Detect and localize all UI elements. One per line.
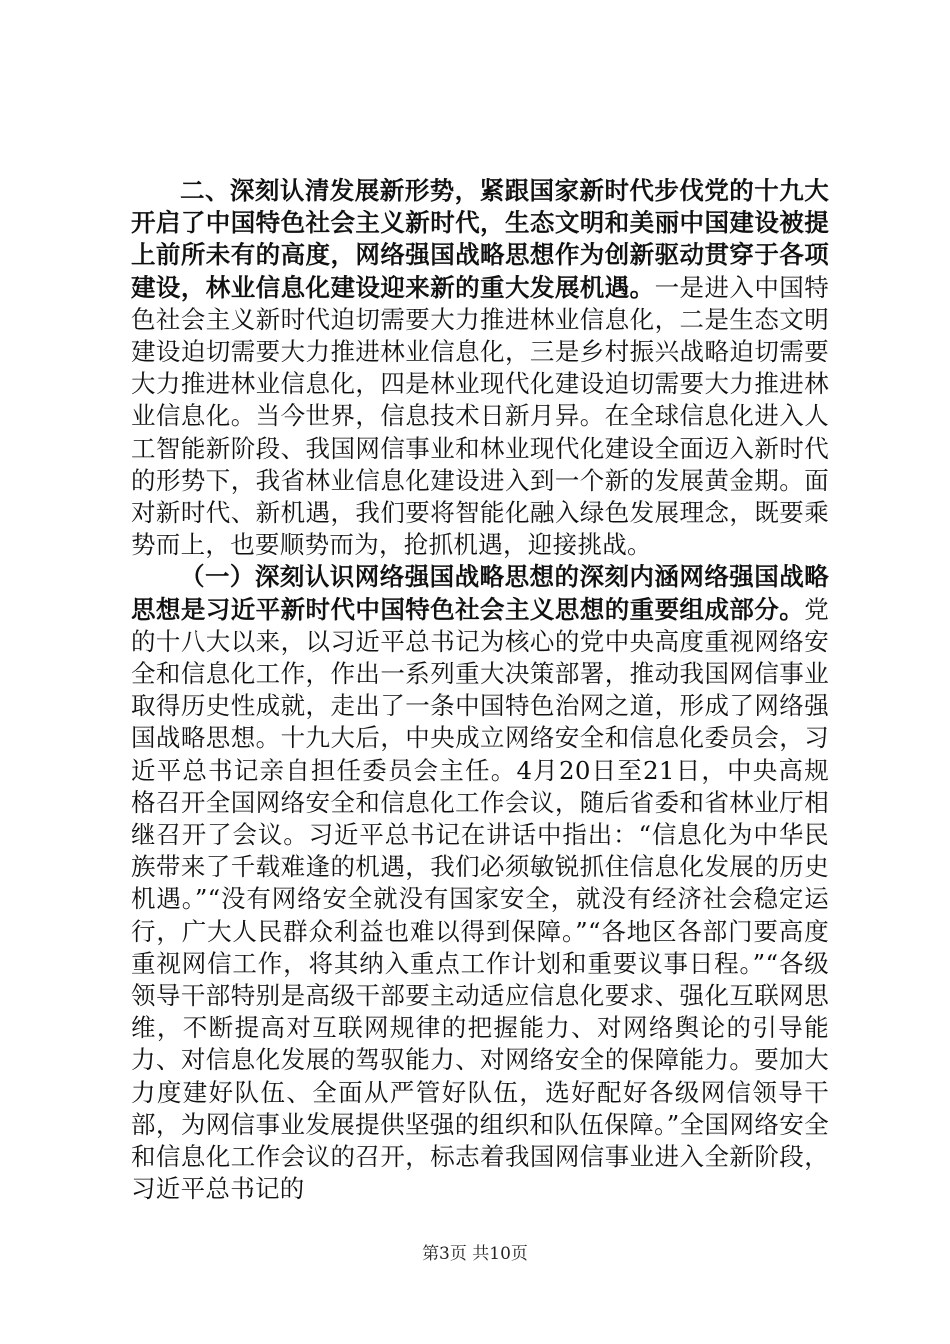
paragraph-heading-bold: （一）深刻认识网络强国战略思想的深刻内涵网络强国战略思想是习近平新时代中国特色社会主义思想的重要组成部分。 [131, 562, 829, 624]
paragraph-section-two [131, 175, 829, 561]
paragraph-text: 党的十八大以来，以习近平总书记为核心的党中央高度重视网络安全和信息化工作，作出一系列重大决策部署，推动我国网信事业取得历史性成就，走出了一条中国特色治网之道，形成了网络强国战略思想。十九大后，中央成立网络安全和信息化委员会，习近平总书记亲自担任委员会主任。4月20日至21日，中央高规格召开全国网络安全和信息化工作会议，随后省委和省林业厅相继召开了会议。习近平总书记在讲话中指出：“信息化为中华民族带来了千载难逢的机遇，我们必须敏锐抓住信息化发展的历史机遇。”“没有网络安全就没有国家安全，就没有经济社会稳定运行，广大人民群众利益也难以得到保障。”“各地区各部门要高度重视网信工作，将其纳入重点工作计划和重要议事日程。”“各级领导干部特别是高级干部要主动适应信息化要求、强化互联网思维，不断提高对互联网规律的把握能力、对网络舆论的引导能力、对信息化发展的驾驭能力、对网络安全的保障能力。要加大力度建好队伍、全面从严管好队伍，选好配好各级网信领导干部，为网信事业发展提供坚强的组织和队伍保障。”全国网络安全和信息化工作会议的召开，标志着我国网信事业进入全新阶段，习近平总书记的 [131, 594, 829, 1204]
document-body [131, 175, 829, 1206]
paragraph-heading-bold: 二、深刻认清发展新形势，紧跟国家新时代步伐党的十九大开启了中国特色社会主义新时代，生态文明和美丽中国建设被提上前所未有的高度，网络强国战略思想作为创新驱动贯穿于各项建设，林业信息化建设迎来新的重大发展机遇。 [131, 176, 829, 302]
page-number-footer: 第3页 共10页 [422, 1244, 528, 1264]
paragraph-subsection-one [131, 561, 829, 1205]
paragraph-text: 一是进入中国特色社会主义新时代迫切需要大力推进林业信息化，二是生态文明建设迫切需要大力推进林业信息化，三是乡村振兴战略迫切需要大力推进林业信息化，四是林业现代化建设迫切需要大力推进林业信息化。当今世界，信息技术日新月异。在全球信息化进入人工智能新阶段、我国网信事业和林业现代化建设全面迈入新时代的形势下，我省林业信息化建设进入到一个新的发展黄金期。面对新时代、新机遇，我们要将智能化融入绿色发展理念，既要乘势而上，也要顺势而为，抢抓机遇，迎接挑战。 [131, 272, 829, 560]
